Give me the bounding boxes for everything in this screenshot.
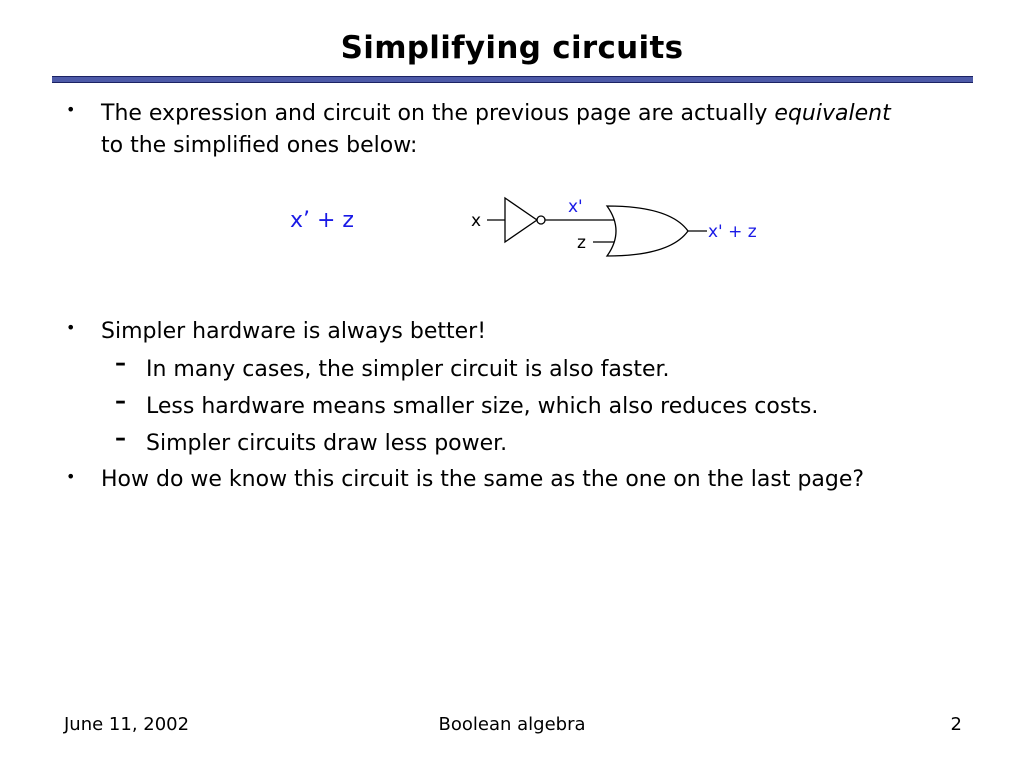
sub-bullet-marker: – [115,351,126,376]
or-gate-body [607,206,688,256]
footer-page-number: 2 [950,714,962,735]
circuit-diagram [465,190,765,260]
circuit-inverter-output-label: x' [568,197,583,217]
circuit-output-label: x' + z [708,222,757,242]
slide-title: Simplifying circuits [340,30,684,66]
bullet-2-text: Simpler hardware is always better! [101,319,487,344]
circuit-input-z-label: z [577,233,586,253]
bullet-1-text: The expression and circuit on the previous page are actually [101,101,775,126]
sub-bullet-marker: – [115,426,126,451]
footer-date: June 11, 2002 [64,714,190,735]
not-gate-bubble [537,216,545,224]
not-gate-body [505,198,537,242]
bullet-3-text: How do we know this circuit is the same as the one on the last page? [101,467,865,492]
circuit-input-x-label: x [471,211,482,231]
sub-bullet-1-text: In many cases, the simpler circuit is also faster. [146,357,670,382]
bullet-1-line-2: to the simplified ones below: [101,133,418,158]
sub-bullet-3-text: Simpler circuits draw less power. [146,431,508,456]
sub-bullet-2-text: Less hardware means smaller size, which also reduces costs. [146,394,819,419]
simplified-expression: x’ + z [290,208,354,233]
footer-topic: Boolean algebra [438,714,586,735]
bullet-marker: • [66,467,76,486]
title-divider [52,76,973,83]
sub-bullet-marker: – [115,389,126,414]
bullet-marker: • [66,100,76,119]
bullet-1-line-1 [101,98,891,130]
bullet-1-emphasis: equivalent [774,101,891,126]
bullet-marker: • [66,318,76,337]
